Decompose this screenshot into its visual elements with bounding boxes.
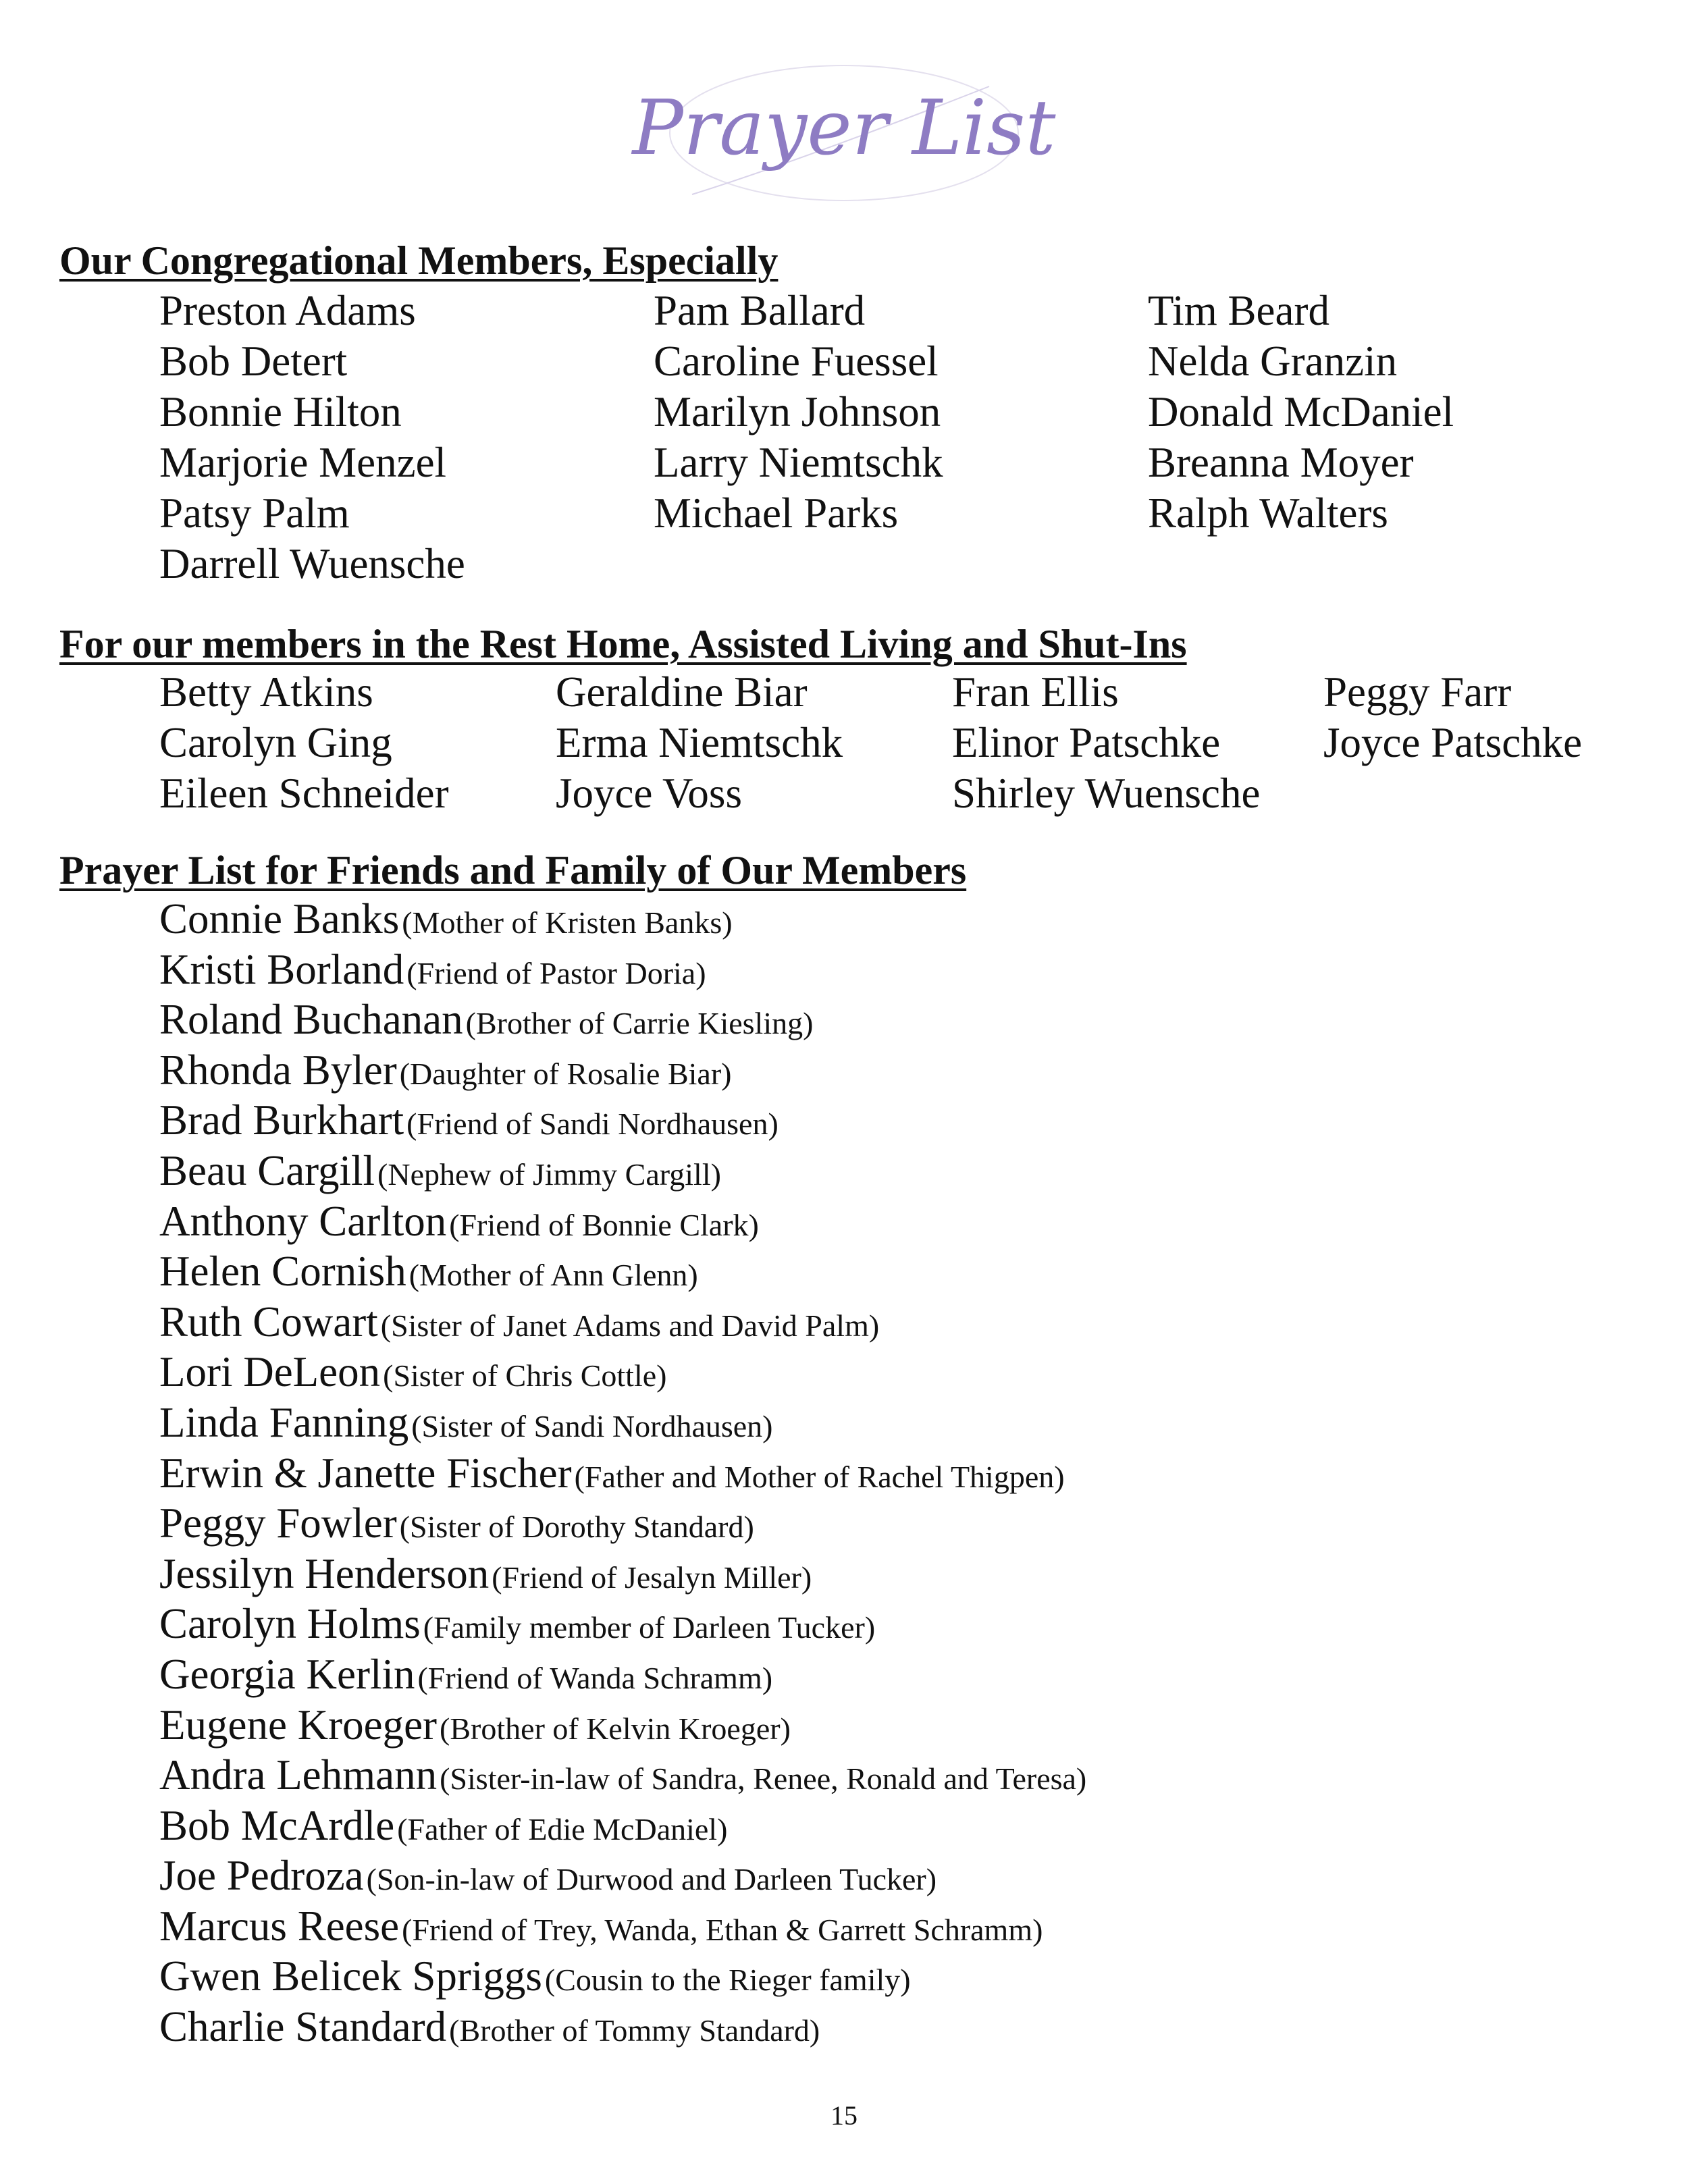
- member-name: Marilyn Johnson: [654, 388, 941, 435]
- relation-note: (Cousin to the Rieger family): [544, 1963, 911, 1998]
- person-name: Gwen Belicek Spriggs: [159, 1952, 542, 2000]
- list-item: [159, 1801, 1086, 1851]
- list-item: [159, 1700, 1086, 1751]
- relation-note: (Mother of Ann Glenn): [408, 1258, 698, 1293]
- list-item: [159, 2002, 1086, 2052]
- person-name: Charlie Standard: [159, 2003, 447, 2051]
- list-item: [159, 1649, 1086, 1700]
- member-name: Geraldine Biar: [556, 668, 808, 716]
- person-name: Andra Lehmann: [159, 1751, 438, 1799]
- relation-note: (Daughter of Rosalie Biar): [399, 1056, 732, 1091]
- list-item: [159, 1750, 1086, 1801]
- member-name: Pam Ballard: [654, 287, 866, 334]
- list-item: [159, 944, 1086, 995]
- list-item: [159, 1599, 1086, 1649]
- relation-note: (Mother of Kristen Banks): [402, 905, 733, 940]
- relation-note: (Sister of Sandi Nordhausen): [411, 1408, 773, 1443]
- list-item: [159, 1045, 1086, 1096]
- relation-note: (Friend of Bonnie Clark): [449, 1207, 759, 1242]
- section-title-congregation: Our Congregational Members, Especially: [59, 238, 779, 283]
- member-name: Peggy Farr: [1323, 668, 1512, 716]
- list-item: [159, 1951, 1086, 2002]
- person-name: Ruth Cowart: [159, 1298, 378, 1346]
- member-name: Eileen Schneider: [159, 770, 449, 817]
- member-name: Erma Niemtschk: [556, 719, 843, 766]
- person-name: Rhonda Byler: [159, 1046, 397, 1094]
- list-item: [159, 1901, 1086, 1952]
- list-item: [159, 1095, 1086, 1146]
- person-name: Bob McArdle: [159, 1801, 395, 1849]
- member-name: Marjorie Menzel: [159, 439, 447, 486]
- relation-note: (Son-in-law of Durwood and Darleen Tucker): [366, 1862, 937, 1897]
- relation-note: (Friend of Trey, Wanda, Ethan & Garrett Schramm): [402, 1912, 1043, 1947]
- list-item: [159, 1850, 1086, 1901]
- person-name: Roland Buchanan: [159, 996, 463, 1044]
- person-name: Brad Burkhart: [159, 1096, 404, 1144]
- list-item: [159, 1549, 1086, 1599]
- person-name: Connie Banks: [159, 895, 400, 942]
- friends-family-list: [159, 894, 1086, 2052]
- relation-note: (Brother of Carrie Kiesling): [465, 1006, 814, 1041]
- member-name: Carolyn Ging: [159, 719, 392, 766]
- person-name: Joe Pedroza: [159, 1852, 364, 1900]
- relation-note: (Sister of Chris Cottle): [383, 1358, 667, 1393]
- person-name: Eugene Kroeger: [159, 1701, 438, 1749]
- member-name: Fran Ellis: [952, 668, 1119, 716]
- relation-note: (Father and Mother of Rachel Thigpen): [574, 1459, 1065, 1494]
- member-name: Preston Adams: [159, 287, 416, 334]
- person-name: Beau Cargill: [159, 1146, 375, 1194]
- relation-note: (Sister-in-law of Sandra, Renee, Ronald and Teresa): [440, 1761, 1087, 1796]
- list-item: [159, 1498, 1086, 1549]
- relation-note: (Family member of Darleen Tucker): [423, 1610, 876, 1645]
- member-name: Ralph Walters: [1148, 489, 1388, 537]
- person-name: Kristi Borland: [159, 945, 404, 993]
- list-item: [159, 1448, 1086, 1499]
- list-item: [159, 1246, 1086, 1297]
- member-name: Michael Parks: [654, 489, 899, 537]
- relation-note: (Father of Edie McDaniel): [397, 1811, 728, 1846]
- person-name: Georgia Kerlin: [159, 1650, 415, 1698]
- person-name: Marcus Reese: [159, 1902, 400, 1950]
- list-item: [159, 1196, 1086, 1247]
- person-name: Peggy Fowler: [159, 1499, 397, 1547]
- list-item: [159, 994, 1086, 1045]
- list-item: [159, 1397, 1086, 1448]
- relation-note: (Brother of Kelvin Kroeger): [440, 1711, 791, 1746]
- section-title-rest-home: For our members in the Rest Home, Assisted Living and Shut-Ins: [59, 622, 1187, 666]
- relation-note: (Friend of Pastor Doria): [406, 955, 706, 990]
- member-name: Bob Detert: [159, 338, 348, 385]
- member-name: Caroline Fuessel: [654, 338, 939, 385]
- person-name: Carolyn Holms: [159, 1600, 421, 1648]
- person-name: Linda Fanning: [159, 1398, 409, 1446]
- relation-note: (Friend of Wanda Schramm): [417, 1660, 773, 1695]
- section-title-friends: Prayer List for Friends and Family of Our Members: [59, 848, 967, 893]
- list-item: [159, 1347, 1086, 1397]
- member-name: Tim Beard: [1148, 287, 1329, 334]
- list-item: [159, 894, 1086, 944]
- congregation-name-list: [159, 286, 1620, 589]
- rest-home-name-list: [159, 667, 1661, 819]
- person-name: Helen Cornish: [159, 1248, 406, 1296]
- page-number: 15: [830, 2100, 858, 2131]
- member-name: Patsy Palm: [159, 489, 350, 537]
- prayer-list-logo: [632, 59, 1056, 207]
- relation-note: (Friend of Sandi Nordhausen): [406, 1107, 779, 1142]
- relation-note: (Brother of Tommy Standard): [449, 2013, 820, 2048]
- member-name: Joyce Patschke: [1323, 719, 1583, 766]
- member-name: Shirley Wuensche: [952, 770, 1261, 817]
- person-name: Erwin & Janette Fischer: [159, 1449, 572, 1497]
- list-item: [159, 1146, 1086, 1196]
- member-name: Betty Atkins: [159, 668, 373, 716]
- person-name: Lori DeLeon: [159, 1348, 381, 1396]
- relation-note: (Nephew of Jimmy Cargill): [377, 1156, 721, 1192]
- member-name: Bonnie Hilton: [159, 388, 402, 435]
- member-name: Elinor Patschke: [952, 719, 1221, 766]
- relation-note: (Sister of Dorothy Standard): [399, 1510, 754, 1545]
- member-name: Nelda Granzin: [1148, 338, 1398, 385]
- member-name: Breanna Moyer: [1148, 439, 1414, 486]
- relation-note: (Friend of Jesalyn Miller): [492, 1560, 812, 1595]
- member-name: Joyce Voss: [556, 770, 742, 817]
- person-name: Anthony Carlton: [159, 1197, 447, 1245]
- list-item: [159, 1297, 1086, 1348]
- person-name: Jessilyn Henderson: [159, 1549, 490, 1597]
- logo-text: Prayer List: [632, 84, 1056, 172]
- relation-note: (Sister of Janet Adams and David Palm): [380, 1308, 880, 1343]
- member-name: Darrell Wuensche: [159, 540, 465, 587]
- member-name: Larry Niemtschk: [654, 439, 943, 486]
- member-name: Donald McDaniel: [1148, 388, 1454, 435]
